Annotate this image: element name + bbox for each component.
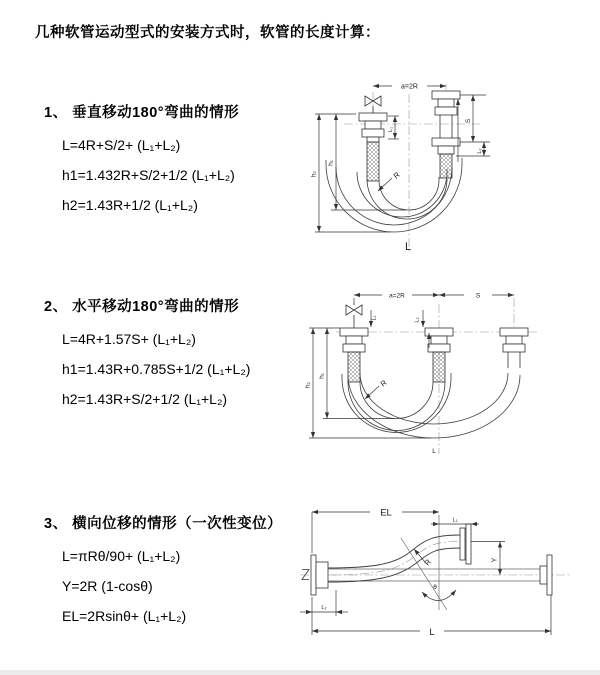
left-pipe-flange [359,113,387,142]
dim-s-label: S [465,118,472,124]
formula-h2: h2=1.43R+1/2 (L₁+L₂) [62,197,198,213]
length-label: L [429,627,435,638]
valve-icon [346,305,362,328]
page-title: 几种软管运动型式的安装方式时，软管的长度计算： [35,25,380,41]
dim-l1-label: L₁ [371,315,378,321]
dim-l2-label: L₂ [414,317,421,323]
formula-y: Y=2R (1-cosθ) [62,578,153,594]
section-heading: 2、 水平移动180°弯曲的情形 [44,299,240,315]
formula-h1: h1=1.432R+S/2+1/2 (L₁+L₂) [62,167,235,183]
left-hose-braid [348,352,360,382]
right-flange-displaced [460,524,471,564]
formula-length: L=πRθ/90+ (L₁+L₂) [62,548,181,564]
dimension-lines [300,512,551,635]
dim-h1-label: h₁ [327,160,335,166]
hose-u-bend [342,373,520,438]
right-hose-braid [440,154,452,178]
diagram-horizontal-180-svg [301,280,600,462]
left-hose-braid [367,142,379,181]
dim-l1-label: L₁ [388,127,394,132]
dim-y-label: Y [491,557,499,563]
formula-h1: h1=1.43R+0.785S+1/2 (L₁+L₂) [62,361,251,377]
formula-el: EL=2Rsinθ+ (L₁+L₂) [62,608,187,624]
left-flange [311,555,328,595]
dim-h2-label: h₂ [304,381,312,389]
dimension-lines [315,83,490,232]
break-symbol [302,570,309,580]
dim-h2-label: h₂ [310,170,318,178]
length-label: L [404,241,412,253]
section-heading: 1、 垂直移动180°弯曲的情形 [44,105,240,121]
diagram-lateral-displacement [298,498,598,656]
page-bottom-edge [0,670,600,675]
dim-el-label: EL [380,507,392,519]
section-vertical-180 [44,101,239,220]
formula-h2: h2=1.43R+S/2+1/2 (L₁+L₂) [62,391,228,407]
formula-length: L=4R+1.57S+ (L₁+L₂) [62,331,196,347]
dim-h1-label: h₁ [318,373,326,379]
diagram-horizontal-180 [301,280,600,462]
dim-width-label: a=2R [389,292,405,300]
dim-l2-label: L₂ [321,605,327,611]
section-heading: 3、 横向位移的情形（一次性变位） [44,516,283,532]
dimension-lines [309,292,514,438]
right-flange-original [540,555,552,595]
dim-l2-label: L₂ [477,148,483,154]
length-label: L [432,448,436,455]
diagram-lateral-svg [298,498,598,656]
centerlines [344,84,480,252]
section-lateral-displacement [44,512,282,631]
dim-width-label: a=2R [401,83,418,91]
right-pipe-flange [432,91,460,154]
angle-label: θ [433,584,437,591]
radius-label: R [422,557,433,568]
diagram-vertical-180 [306,66,596,264]
section-horizontal-180 [44,295,250,414]
dim-l1-label: L₁ [452,517,458,524]
formula-length: L=4R+S/2+ (L₁+L₂) [62,137,181,153]
diagram-vertical-180-svg [306,66,596,264]
hose-centerline [328,542,460,576]
radius-label: R [391,170,402,181]
dim-s-label: S [475,292,481,300]
radius-label: R [378,378,389,389]
middle-hose-braid [433,352,445,382]
